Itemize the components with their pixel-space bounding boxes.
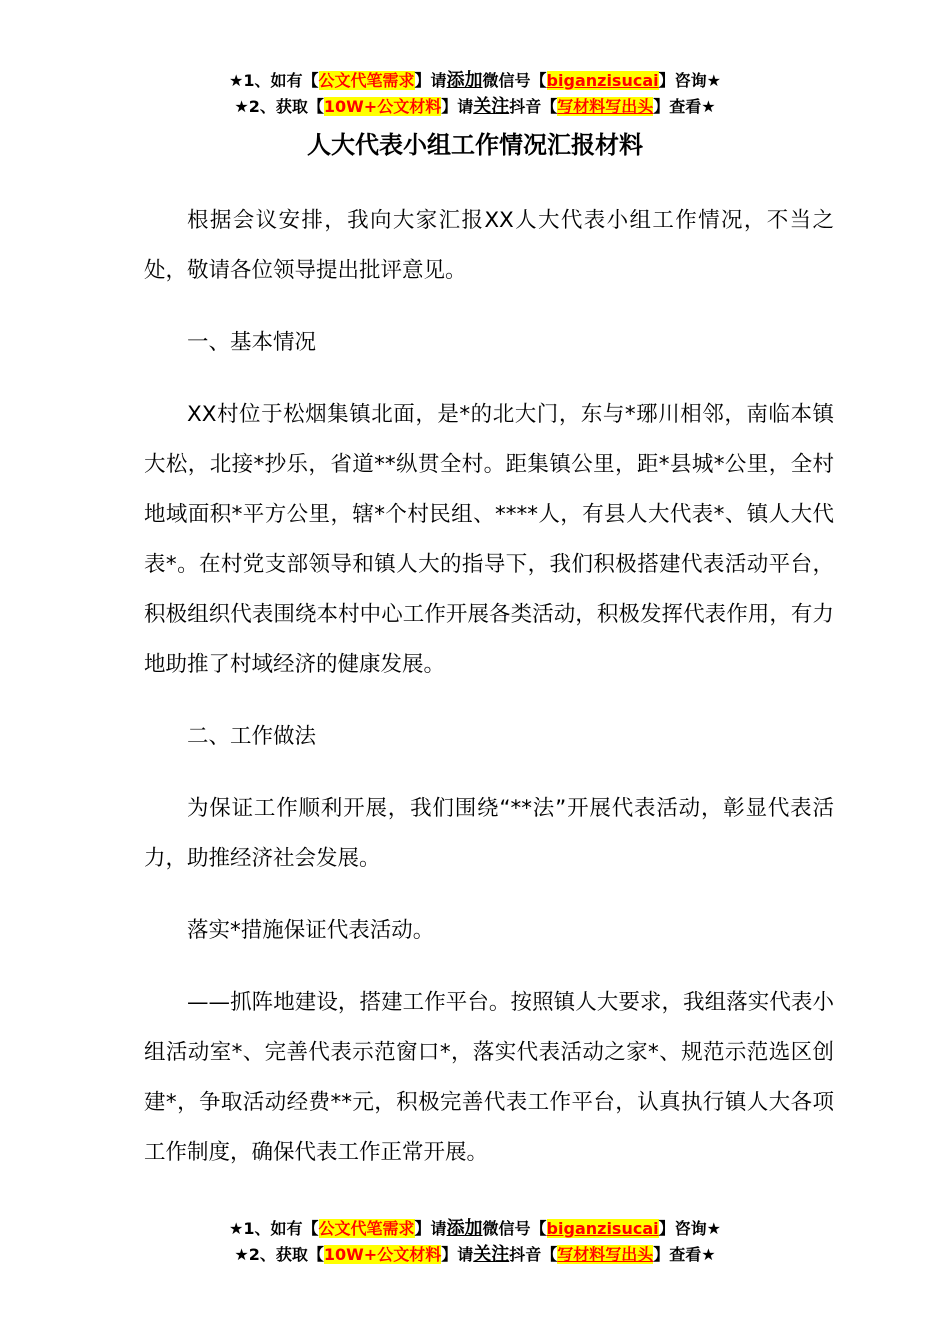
document-title: 人大代表小组工作情况汇报材料: [307, 131, 643, 159]
promo-text: 】咨询★: [658, 71, 721, 90]
promo-text: 】查看★: [653, 1245, 716, 1264]
promo-banner-top: [0, 68, 950, 120]
promo-douyin-account[interactable]: 写材料写出头: [557, 1245, 654, 1264]
section-heading-methods: 二、工作做法: [187, 724, 317, 749]
promo-highlight-service: 公文代笔需求: [318, 71, 415, 90]
promo-underline-follow: 关注: [473, 1244, 510, 1265]
promo-text: 抖音【: [509, 1245, 558, 1264]
promo-line-2: [0, 1242, 950, 1268]
paragraph-intro: 根据会议安排，我向大家汇报XX人大代表小组工作情况，不当之处，敬请各位领导提出批评意见。: [144, 208, 834, 283]
promo-text: 】请: [441, 1245, 474, 1264]
paragraph-basic-info: XX村位于松烟集镇北面，是*的北大门，东与*琊川相邻，南临本镇大松，北接*抄乐，省道**纵贯全村。距集镇公里，距*县城*公里，全村地域面积*平方公里，辖*个村民组、****人，有县人大代表*、镇人大代表*。在村党支部领导和镇人大的指导下，我们积极搭建代表活动平台，积极组织代表围绕本村中心工作开展各类活动，积极发挥代表作用，有力地助推了村域经济的健康发展。: [144, 402, 834, 677]
promo-text: 】请: [414, 1219, 447, 1238]
promo-text: ★2、获取【: [234, 97, 324, 116]
promo-text: 微信号【: [482, 1219, 547, 1238]
promo-banner-bottom: [0, 1216, 950, 1268]
paragraph-measures: 落实*措施保证代表活动。: [187, 918, 435, 943]
promo-line-2: [0, 94, 950, 120]
promo-text: ★1、如有【: [229, 1219, 319, 1238]
paragraph-platform: ——抓阵地建设，搭建工作平台。按照镇人大要求，我组落实代表小组活动室*、完善代表示范窗口*，落实代表活动之家*、规范示范选区创建*，争取活动经费**元，积极完善代表工作平台，认真执行镇人大各项工作制度，确保代表工作正常开展。: [144, 990, 834, 1165]
promo-wechat-id[interactable]: biganzisucai: [546, 71, 659, 90]
promo-text: 微信号【: [482, 71, 547, 90]
promo-underline-add: 添加: [446, 70, 483, 91]
promo-highlight-materials: 10W+公文材料: [323, 1245, 442, 1264]
promo-wechat-id[interactable]: biganzisucai: [546, 1219, 659, 1238]
document-body: [144, 196, 834, 1178]
promo-text: 】请: [441, 97, 474, 116]
promo-underline-add: 添加: [446, 1218, 483, 1239]
promo-highlight-materials: 10W+公文材料: [323, 97, 442, 116]
promo-underline-follow: 关注: [473, 96, 510, 117]
section-heading-basic: 一、基本情况: [187, 330, 317, 355]
promo-text: 】查看★: [653, 97, 716, 116]
promo-line-1: [0, 1216, 950, 1242]
promo-text: ★1、如有【: [229, 71, 319, 90]
promo-douyin-account[interactable]: 写材料写出头: [557, 97, 654, 116]
paragraph-methods-intro: 为保证工作顺利开展，我们围绕“**法”开展代表活动，彰显代表活力，助推经济社会发展。: [144, 796, 834, 871]
promo-text: ★2、获取【: [234, 1245, 324, 1264]
promo-highlight-service: 公文代笔需求: [318, 1219, 415, 1238]
promo-line-1: [0, 68, 950, 94]
promo-text: 】请: [414, 71, 447, 90]
promo-text: 】咨询★: [658, 1219, 721, 1238]
promo-text: 抖音【: [509, 97, 558, 116]
